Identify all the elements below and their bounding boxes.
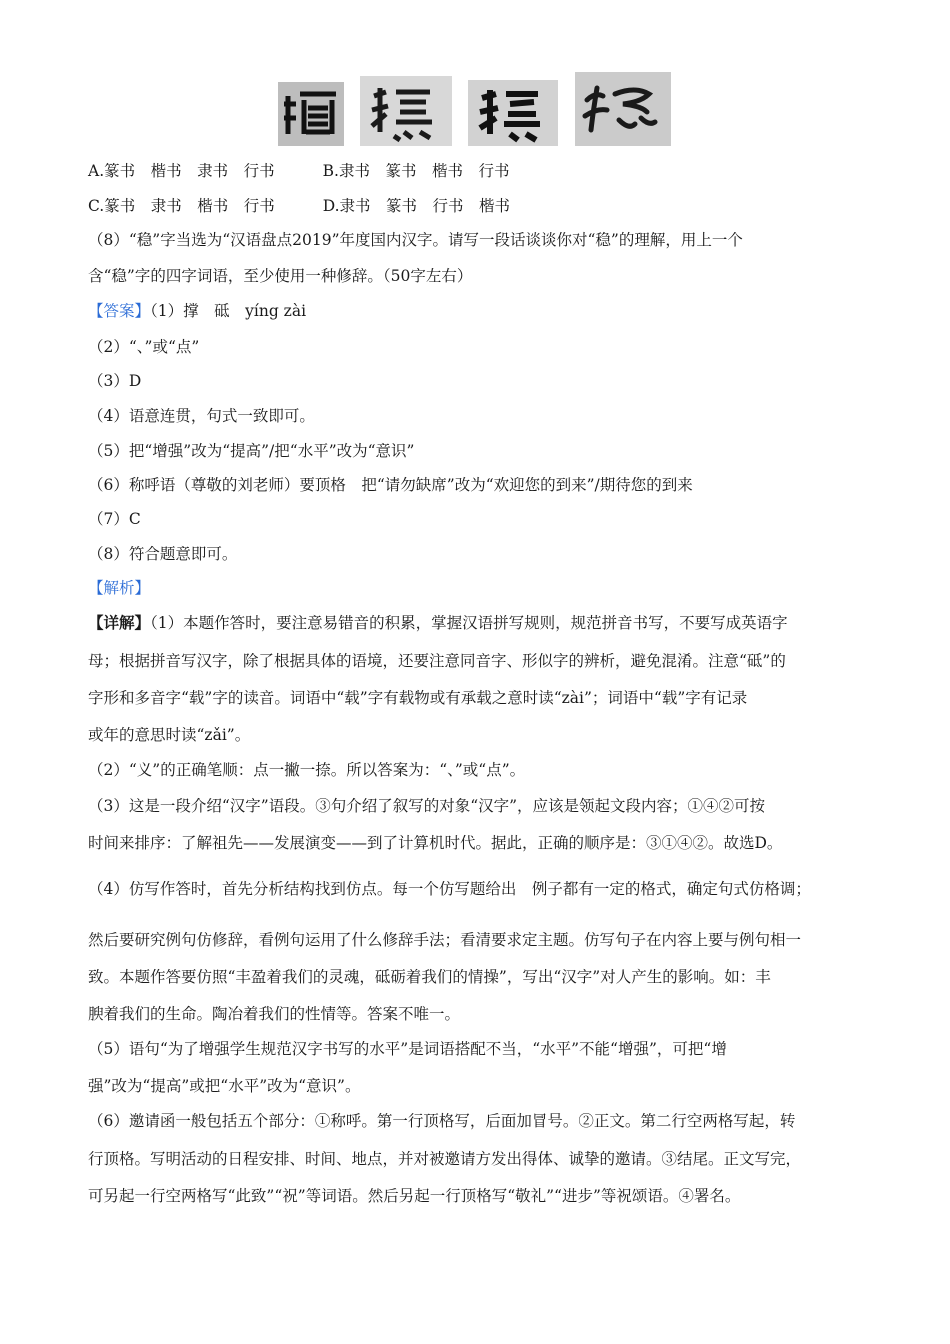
answer-4: （4）语意连贯，句式一致即可。 <box>88 407 315 425</box>
calligraphy-image-1 <box>278 82 344 146</box>
answer-7: （7）C <box>88 510 141 528</box>
options-row-2 <box>88 196 510 216</box>
answer-tag: 【答案】 <box>88 302 151 320</box>
analysis-p5-line-1: （5）语句“为了增强学生规范汉字书写的水平”是词语搭配不当，“水平”不能“增强”，可把“增 <box>88 1040 727 1058</box>
option-a: A.篆书 楷书 隶书 行书 <box>88 162 275 180</box>
answer-line-1 <box>88 301 306 321</box>
analysis-p6-line-3: 可另起一行空两格写“此致”“祝”等词语。然后另起一行顶格写“敬礼”“进步”等祝颂语。④署名。 <box>88 1187 741 1205</box>
analysis-p4-line-1: （4）仿写作答时，首先分析结构找到仿点。每一个仿写题给出 例子都有一定的格式，确定句式仿格调； <box>88 880 811 898</box>
answer-1: （1）撑 砥 yíng zài <box>150 302 307 320</box>
analysis-p1-line-4: 或年的意思时读“zǎi”。 <box>88 726 251 744</box>
answer-5: （5）把“增强”改为“提高”/把“水平”改为“意识” <box>88 442 415 460</box>
calligraphy-image-2 <box>360 76 452 146</box>
answer-3: （3）D <box>88 372 142 390</box>
calligraphy-image-4 <box>575 72 671 146</box>
option-d: D.隶书 篆书 行书 楷书 <box>322 197 511 215</box>
options-row-1 <box>88 161 509 181</box>
analysis-p3-line-1: （3）这是一段介绍“汉字”语段。③句介绍了叙写的对象“汉字”，应该是领起文段内容；①④②可按 <box>88 797 766 815</box>
answer-6: （6）称呼语（尊敬的刘老师）要顶格 把“请勿缺席”改为“欢迎您的到来”/期待您的到来 <box>88 476 693 494</box>
analysis-p1-line-2: 母；根据拼音写汉字，除了根据具体的语境，还要注意同音字、形似字的辨析，避免混淆。注意“砥”的 <box>88 652 786 670</box>
detail-tag: 【详解】 <box>88 613 151 632</box>
analysis-p5-line-2: 强”改为“提高”或把“水平”改为“意识”。 <box>88 1077 361 1095</box>
analysis-p6-line-2: 行顶格。写明活动的日程安排、时间、地点，并对被邀请方发出得体、诚挚的邀请。③结尾。正文写完， <box>88 1150 802 1168</box>
analysis-p4-line-4: 腴着我们的生命。陶冶着我们的性情等。答案不唯一。 <box>88 1005 461 1023</box>
analysis-p1-line-3: 字形和多音字“载”字的读音。词语中“载”字有载物或有承载之意时读“zài”；词语中“载”字有记录 <box>88 689 748 707</box>
question-8-line-1: （8）“稳”字当选为“汉语盘点2019”年度国内汉字。请写一段话谈谈你对“稳”的理解，用上一个 <box>88 231 743 249</box>
answer-2: （2）“、”或“点” <box>88 338 200 356</box>
question-8-line-2: 含“稳”字的四字词语，至少使用一种修辞。（50字左右） <box>88 267 473 285</box>
analysis-tag: 【解析】 <box>88 579 151 597</box>
analysis-p4-line-3: 致。本题作答要仿照“丰盈着我们的灵魂，砥砺着我们的情操”，写出“汉字”对人产生的影响。如：丰 <box>88 968 771 986</box>
analysis-p4-line-2: 然后要研究例句仿修辞，看例句运用了什么修辞手法；看清要求定主题。仿写句子在内容上要与例句相一 <box>88 931 802 949</box>
analysis-p1-text-1: （1）本题作答时，要注意易错音的积累，掌握汉语拼写规则，规范拼音书写，不要写成英语字 <box>150 614 788 632</box>
calligraphy-images <box>278 72 678 146</box>
calligraphy-image-3 <box>468 80 558 146</box>
analysis-p6-line-1: （6）邀请函一般包括五个部分：①称呼。第一行顶格写，后面加冒号。②正文。第二行空两格写起，转 <box>88 1112 796 1130</box>
option-b: B.隶书 篆书 楷书 行书 <box>322 162 510 180</box>
option-c: C.篆书 隶书 楷书 行书 <box>88 197 275 215</box>
analysis-p2: （2）“义”的正确笔顺：点一撇一捺。所以答案为：“、”或“点”。 <box>88 761 526 779</box>
answer-8: （8）符合题意即可。 <box>88 545 238 563</box>
analysis-p3-line-2: 时间来排序：了解祖先——发展演变——到了计算机时代。据此，正确的顺序是：③①④②。故选D。 <box>88 834 783 852</box>
analysis-p1-line-1 <box>88 613 788 633</box>
